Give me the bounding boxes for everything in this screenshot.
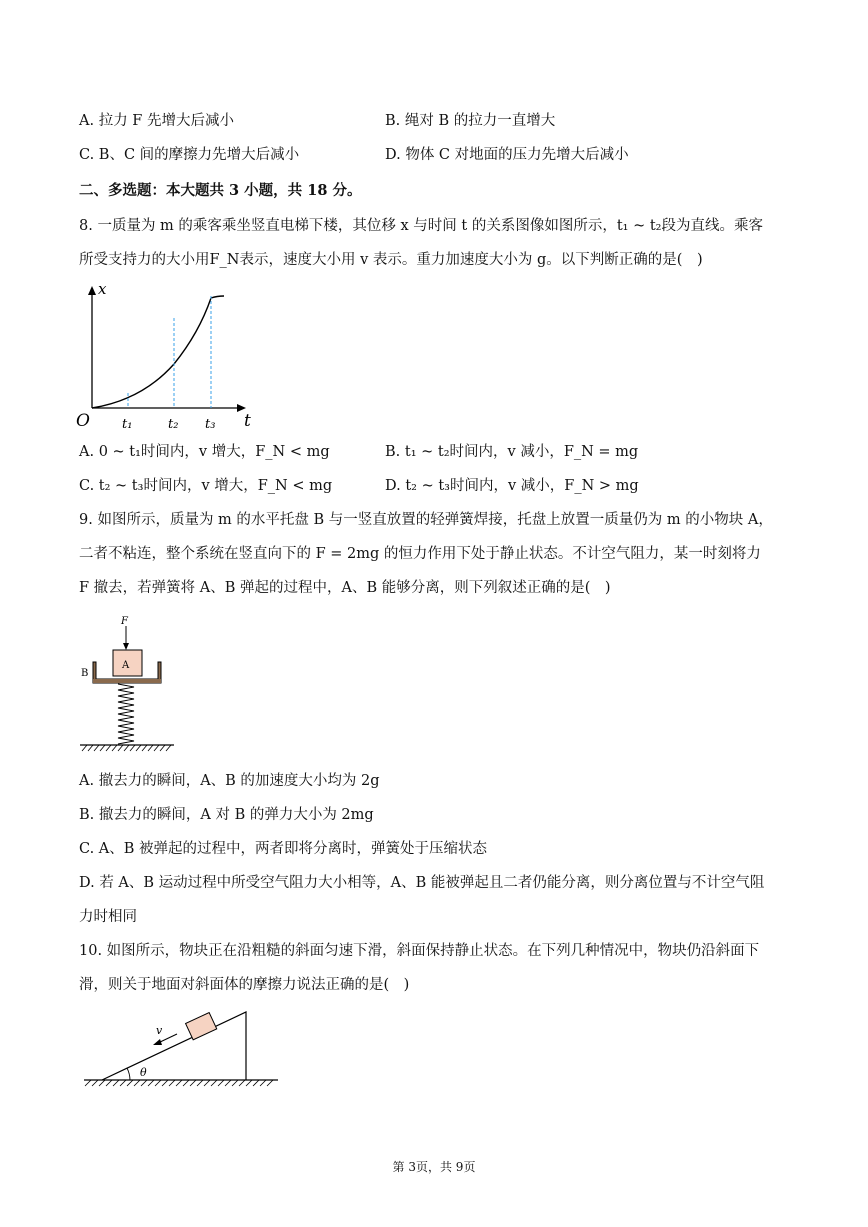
q9-spring-tray-figure <box>78 612 178 754</box>
force-arrow-head-icon <box>123 643 129 650</box>
q8-text-line-1: 8. 一质量为 m 的乘客乘坐竖直电梯下楼，其位移 x 与时间 t 的关系图像如图所示，t₁ ~ t₂段为直线。乘客 <box>79 218 763 234</box>
ground-hatch <box>85 1080 273 1086</box>
q9-option-b: B. 撤去力的瞬间，A 对 B 的弹力大小为 2mg <box>79 807 374 823</box>
q8-option-b: B. t₁ ~ t₂时间内，v 减小，F_N = mg <box>385 444 639 460</box>
q8-option-a: A. 0 ~ t₁时间内，v 增大，F_N < mg <box>79 444 330 460</box>
prev-option-b: B. 绳对 B 的拉力一直增大 <box>385 113 556 129</box>
incline <box>102 1012 246 1080</box>
q8-text-line-2: 所受支持力的大小用F_N表示，速度大小用 v 表示。重力加速度大小为 g。以下判断正确的是( ) <box>79 252 703 268</box>
q9-text-line-1: 9. 如图所示，质量为 m 的水平托盘 B 与一竖直放置的轻弹簧焊接，托盘上放置一质量仍为 m 的小物块 A， <box>79 512 773 528</box>
x-axis-label: t <box>244 411 251 431</box>
origin-label: O <box>76 411 90 431</box>
page-footer: 第 3页，共 9页 <box>392 1160 476 1174</box>
force-label: F <box>121 616 128 627</box>
q9-option-c: C. A、B 被弹起的过程中，两者即将分离时，弹簧处于压缩状态 <box>79 841 488 857</box>
prev-option-d: D. 物体 C 对地面的压力先增大后减小 <box>385 147 629 163</box>
x-t-curve-end <box>211 296 224 298</box>
ground-hatch <box>82 745 171 751</box>
q8-displacement-time-graph <box>72 278 262 436</box>
velocity-label: v <box>156 1024 163 1037</box>
q8-option-d: D. t₂ ~ t₃时间内，v 减小，F_N > mg <box>385 478 639 494</box>
x-t-curve <box>92 298 211 408</box>
spring <box>118 684 134 744</box>
prev-option-a: A. 拉力 F 先增大后减小 <box>79 113 234 129</box>
velocity-arrow-head-icon <box>153 1039 162 1045</box>
sliding-block <box>186 1013 217 1040</box>
q9-text-line-3: F 撤去，若弹簧将 A、B 弹起的过程中，A、B 能够分离，则下列叙述正确的是( ) <box>79 580 611 596</box>
q8-option-c: C. t₂ ~ t₃时间内，v 增大，F_N < mg <box>79 478 333 494</box>
tray-b-base <box>93 679 161 683</box>
prev-option-c: C. B、C 间的摩擦力先增大后减小 <box>79 147 300 163</box>
y-axis-label: x <box>98 280 107 298</box>
q8-options-row-1 <box>79 442 799 463</box>
q9-option-d-line-2: 力时相同 <box>79 909 137 925</box>
angle-label: θ <box>140 1066 147 1079</box>
q9-option-d-line-1: D. 若 A、B 运动过程中所受空气阻力大小相等，A、B 能被弹起且二者仍能分离，则分离位置与不计空气阻 <box>79 875 765 891</box>
q10-text-line-1: 10. 如图所示，物块正在沿粗糙的斜面匀速下滑，斜面保持静止状态。在下列几种情况中，物块仍沿斜面下 <box>79 943 760 959</box>
q10-incline-figure <box>80 1006 282 1088</box>
t3-label: t₃ <box>205 417 216 432</box>
q9-text-line-2: 二者不粘连，整个系统在竖直向下的 F = 2mg 的恒力作用下处于静止状态。不计空气阻力，某一时刻将力 <box>79 546 761 562</box>
section-heading: 二、多选题：本大题共 3 小题，共 18 分。 <box>79 182 362 199</box>
q9-option-a: A. 撤去力的瞬间，A、B 的加速度大小均为 2g <box>79 773 380 789</box>
angle-arc <box>127 1068 130 1080</box>
q10-text-line-2: 滑，则关于地面对斜面体的摩擦力说法正确的是( ) <box>79 977 410 993</box>
q8-options-row-2 <box>79 476 799 497</box>
block-a-label: A <box>122 660 130 671</box>
t2-label: t₂ <box>168 417 179 432</box>
tray-b-label: B <box>81 668 89 679</box>
prev-options-row-1 <box>79 111 799 132</box>
prev-options-row-2 <box>79 145 799 166</box>
y-axis-arrow-icon <box>88 286 96 295</box>
t1-label: t₁ <box>122 417 133 432</box>
